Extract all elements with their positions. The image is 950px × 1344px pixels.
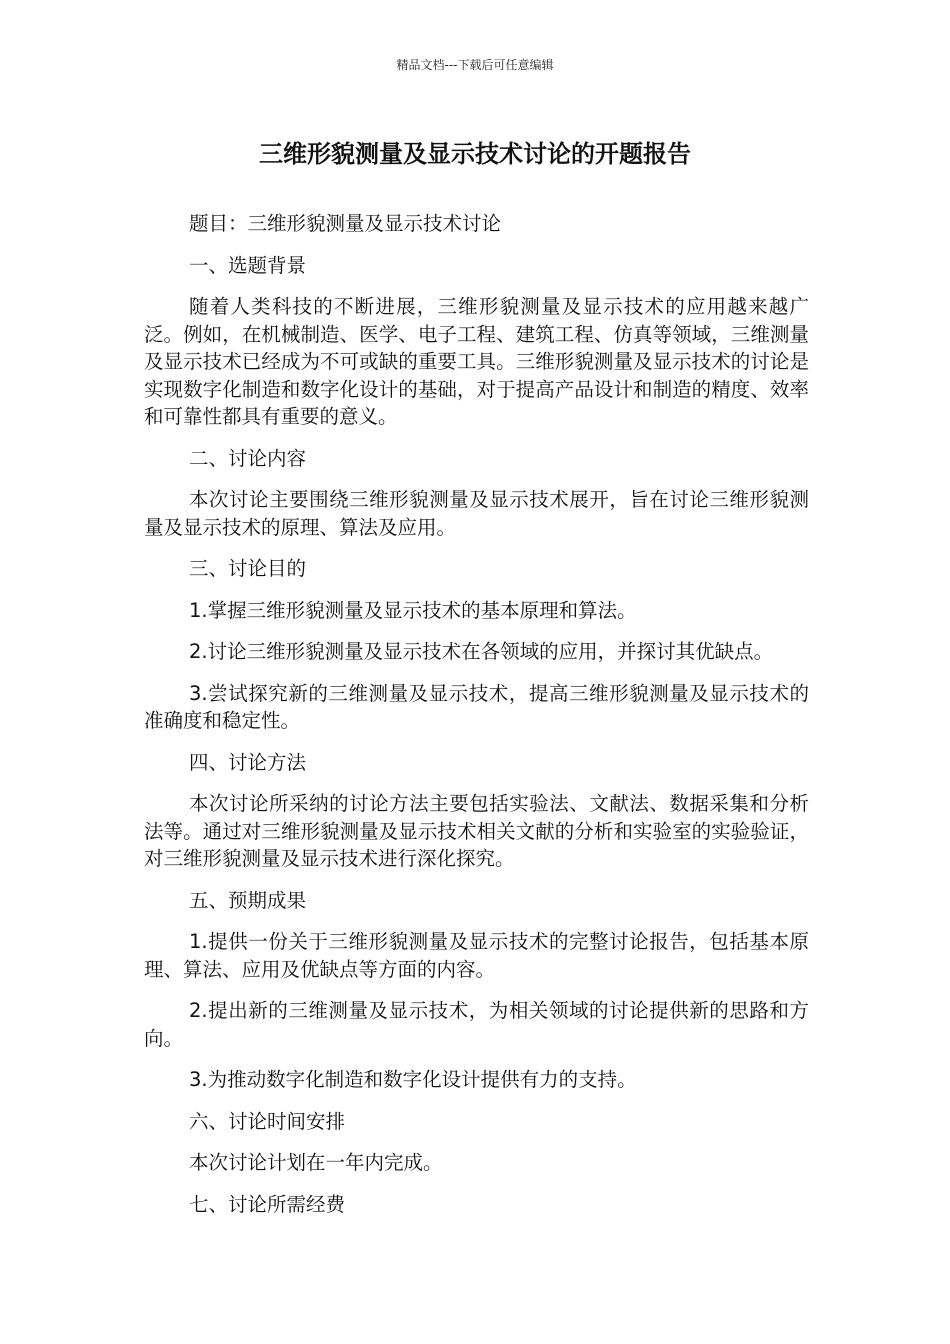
section-heading-purpose: 三、讨论目的 [189, 557, 307, 580]
paragraph-schedule: 本次讨论计划在一年内完成。 [189, 1151, 443, 1174]
section-heading-background: 一、选题背景 [189, 253, 307, 277]
page-header: 精品文档---下载后可任意编辑 [396, 58, 554, 72]
document-body [144, 210, 809, 1232]
document-title: 三维形貌测量及显示技术讨论的开题报告 [259, 140, 691, 168]
list-item-results-1: 1.提供一份关于三维形貌测量及显示技术的完整讨论报告，包括基本原理、算法、应用及优缺点等方面的内容。 [144, 930, 809, 981]
section-heading-method: 四、讨论方法 [189, 750, 307, 774]
list-item-results-2: 2.提出新的三维测量及显示技术，为相关领域的讨论提供新的思路和方向。 [144, 999, 809, 1050]
paragraph-content: 本次讨论主要围绕三维形貌测量及显示技术展开，旨在讨论三维形貌测量及显示技术的原理、算法及应用。 [144, 488, 809, 539]
paragraph-method: 本次讨论所采纳的讨论方法主要包括实验法、文献法、数据采集和分析法等。通过对三维形貌测量及显示技术相关文献的分析和实验室的实验验证，对三维形貌测量及显示技术进行深化探究。 [144, 792, 809, 870]
subject-line: 题目：三维形貌测量及显示技术讨论 [189, 212, 502, 235]
section-heading-budget: 七、讨论所需经费 [189, 1192, 346, 1216]
paragraph-background: 随着人类科技的不断进展，三维形貌测量及显示技术的应用越来越广泛。例如，在机械制造、医学、电子工程、建筑工程、仿真等领域，三维测量及显示技术已经成为不可或缺的重要工具。三维形貌测量及显示技术的讨论是实现数字化制造和数字化设计的基础，对于提高产品设计和制造的精度、效率和可靠性都具有重要的意义。 [144, 295, 809, 428]
section-heading-results: 五、预期成果 [189, 888, 307, 912]
section-heading-schedule: 六、讨论时间安排 [189, 1109, 346, 1133]
list-item-purpose-2: 2.讨论三维形貌测量及显示技术在各领域的应用，并探讨其优缺点。 [189, 640, 774, 663]
section-heading-content: 二、讨论内容 [189, 446, 307, 470]
list-item-purpose-1: 1.掌握三维形貌测量及显示技术的基本原理和算法。 [189, 598, 637, 622]
list-item-results-3: 3.为推动数字化制造和数字化设计提供有力的支持。 [189, 1068, 637, 1091]
list-item-purpose-3: 3.尝试探究新的三维测量及显示技术，提高三维形貌测量及显示技术的准确度和稳定性。 [144, 681, 809, 732]
